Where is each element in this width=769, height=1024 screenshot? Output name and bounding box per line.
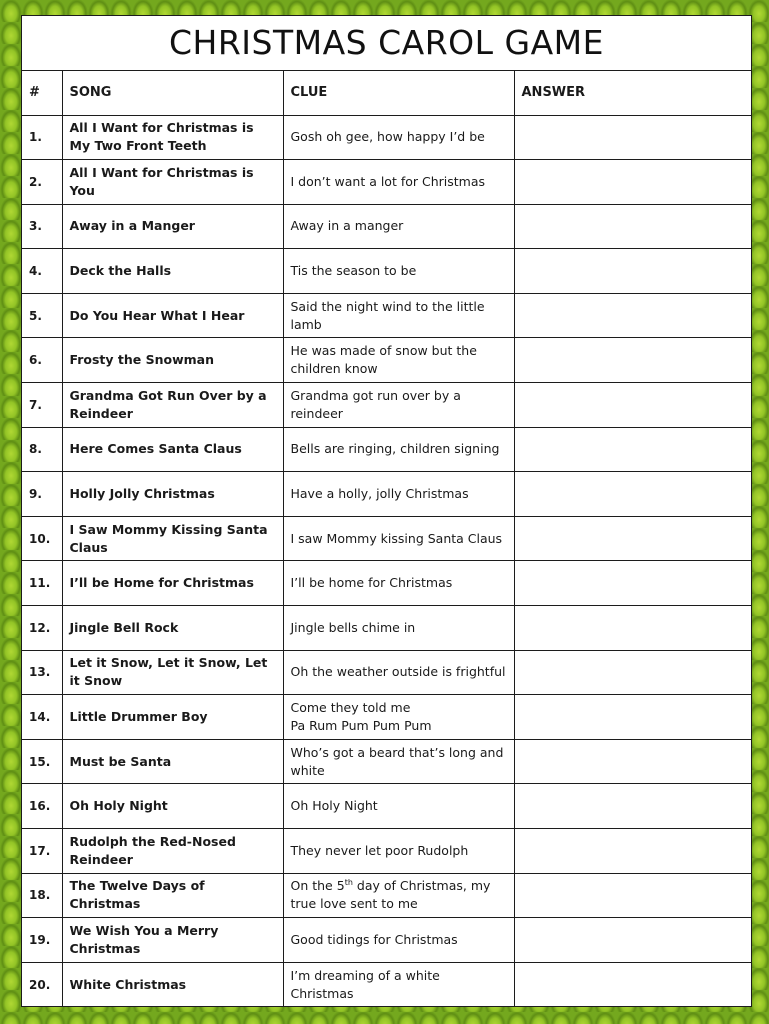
- clue-text: [283, 204, 514, 249]
- clue-text-main: I’m dreaming of a white Christmas: [290, 967, 440, 1001]
- row-number: 3.: [22, 204, 62, 249]
- row-number: 10.: [22, 516, 62, 561]
- row-number: 15.: [22, 739, 62, 784]
- song-title: I’ll be Home for Christmas: [62, 561, 283, 606]
- clue-text: [283, 650, 514, 695]
- table-body: [22, 115, 751, 1007]
- worksheet: [21, 15, 752, 1007]
- song-title: The Twelve Days of Christmas: [62, 873, 283, 918]
- clue-text: [283, 249, 514, 294]
- carol-table: [22, 71, 751, 1007]
- table-row: [22, 383, 751, 428]
- row-number: 8.: [22, 427, 62, 472]
- table-row: [22, 561, 751, 606]
- table-row: [22, 918, 751, 963]
- header-answer: ANSWER: [514, 71, 751, 115]
- clue-text-main: He was made of snow but the children know: [290, 343, 477, 377]
- song-title: Little Drummer Boy: [62, 695, 283, 740]
- clue-text-main: Away in a manger: [290, 218, 404, 234]
- page-title: CHRISTMAS CAROL GAME: [22, 16, 751, 71]
- song-title: White Christmas: [62, 962, 283, 1007]
- row-number: 5.: [22, 293, 62, 338]
- row-number: 20.: [22, 962, 62, 1007]
- song-title: All I Want for Christmas is My Two Front Teeth: [62, 115, 283, 160]
- clue-text-main: They never let poor Rudolph: [290, 842, 469, 858]
- row-number: 16.: [22, 784, 62, 829]
- clue-text-main: Tis the season to be: [290, 263, 417, 279]
- song-title: Grandma Got Run Over by a Reindeer: [62, 383, 283, 428]
- clue-text-main: I don’t want a lot for Christmas: [290, 173, 486, 189]
- header-row: [22, 71, 751, 115]
- table-row: [22, 472, 751, 517]
- table-row: [22, 338, 751, 383]
- answer-cell[interactable]: [514, 695, 751, 740]
- clue-text-main: Gosh oh gee, how happy I’d be: [290, 129, 485, 145]
- clue-text-main: I saw Mommy kissing Santa Claus: [290, 530, 503, 546]
- song-title: Frosty the Snowman: [62, 338, 283, 383]
- answer-cell[interactable]: [514, 918, 751, 963]
- table-row: [22, 516, 751, 561]
- clue-text-main: On the 5: [290, 878, 345, 894]
- clue-text-main: Who’s got a beard that’s long and white: [290, 744, 504, 778]
- row-number: 7.: [22, 383, 62, 428]
- table-row: [22, 873, 751, 918]
- row-number: 1.: [22, 115, 62, 160]
- clue-text: [283, 695, 514, 740]
- clue-text: [283, 472, 514, 517]
- clue-text: [283, 962, 514, 1007]
- clue-text: [283, 115, 514, 160]
- table-row: [22, 784, 751, 829]
- clue-text: [283, 784, 514, 829]
- clue-superscript: th: [344, 878, 353, 888]
- clue-text-main: Come they told me Pa Rum Pum Pum Pum: [290, 700, 432, 734]
- song-title: Here Comes Santa Claus: [62, 427, 283, 472]
- row-number: 6.: [22, 338, 62, 383]
- clue-text: [283, 293, 514, 338]
- clue-text-main: Said the night wind to the little lamb: [290, 298, 485, 332]
- table-row: [22, 427, 751, 472]
- clue-text: [283, 829, 514, 874]
- clue-text-main: Grandma got run over by a reindeer: [290, 387, 461, 421]
- table-row: [22, 606, 751, 651]
- header-song: SONG: [62, 71, 283, 115]
- clue-text: [283, 918, 514, 963]
- row-number: 19.: [22, 918, 62, 963]
- row-number: 13.: [22, 650, 62, 695]
- clue-text-main: Bells are ringing, children signing: [290, 441, 500, 457]
- song-title: Oh Holy Night: [62, 784, 283, 829]
- song-title: Jingle Bell Rock: [62, 606, 283, 651]
- answer-cell[interactable]: [514, 739, 751, 784]
- answer-cell[interactable]: [514, 784, 751, 829]
- answer-cell[interactable]: [514, 160, 751, 205]
- song-title: Holly Jolly Christmas: [62, 472, 283, 517]
- clue-text: [283, 516, 514, 561]
- answer-cell[interactable]: [514, 472, 751, 517]
- clue-text-rest: day of Christmas, my true love sent to me: [290, 878, 491, 912]
- table-row: [22, 962, 751, 1007]
- row-number: 11.: [22, 561, 62, 606]
- answer-cell[interactable]: [514, 516, 751, 561]
- answer-cell[interactable]: [514, 204, 751, 249]
- answer-cell[interactable]: [514, 338, 751, 383]
- row-number: 2.: [22, 160, 62, 205]
- clue-text-main: Jingle bells chime in: [290, 619, 416, 635]
- song-title: Away in a Manger: [62, 204, 283, 249]
- song-title: Do You Hear What I Hear: [62, 293, 283, 338]
- header-clue: CLUE: [283, 71, 514, 115]
- header-number: #: [22, 71, 62, 115]
- answer-cell[interactable]: [514, 873, 751, 918]
- answer-cell[interactable]: [514, 962, 751, 1007]
- clue-text: [283, 427, 514, 472]
- answer-cell[interactable]: [514, 650, 751, 695]
- table-row: [22, 739, 751, 784]
- answer-cell[interactable]: [514, 427, 751, 472]
- row-number: 18.: [22, 873, 62, 918]
- clue-text: [283, 383, 514, 428]
- answer-cell[interactable]: [514, 293, 751, 338]
- table-row: [22, 249, 751, 294]
- answer-cell[interactable]: [514, 606, 751, 651]
- song-title: We Wish You a Merry Christmas: [62, 918, 283, 963]
- clue-text: [283, 338, 514, 383]
- clue-text: [283, 739, 514, 784]
- table-row: [22, 204, 751, 249]
- clue-text-main: Oh Holy Night: [290, 798, 378, 814]
- table-row: [22, 293, 751, 338]
- clue-text: [283, 561, 514, 606]
- row-number: 4.: [22, 249, 62, 294]
- answer-cell[interactable]: [514, 249, 751, 294]
- answer-cell[interactable]: [514, 383, 751, 428]
- table-row: [22, 650, 751, 695]
- song-title: Let it Snow, Let it Snow, Let it Snow: [62, 650, 283, 695]
- clue-text: [283, 606, 514, 651]
- table-row: [22, 829, 751, 874]
- clue-text-main: Oh the weather outside is frightful: [290, 664, 506, 680]
- song-title: Rudolph the Red-Nosed Reindeer: [62, 829, 283, 874]
- answer-cell[interactable]: [514, 115, 751, 160]
- table-row: [22, 695, 751, 740]
- answer-cell[interactable]: [514, 829, 751, 874]
- clue-text-main: Good tidings for Christmas: [290, 931, 458, 947]
- row-number: 14.: [22, 695, 62, 740]
- table-row: [22, 160, 751, 205]
- clue-text-main: Have a holly, jolly Christmas: [290, 486, 469, 502]
- clue-text: [283, 160, 514, 205]
- table-row: [22, 115, 751, 160]
- row-number: 9.: [22, 472, 62, 517]
- song-title: All I Want for Christmas is You: [62, 160, 283, 205]
- answer-cell[interactable]: [514, 561, 751, 606]
- song-title: Deck the Halls: [62, 249, 283, 294]
- clue-text-main: I’ll be home for Christmas: [290, 575, 453, 591]
- clue-text: [283, 873, 514, 918]
- row-number: 17.: [22, 829, 62, 874]
- row-number: 12.: [22, 606, 62, 651]
- song-title: I Saw Mommy Kissing Santa Claus: [62, 516, 283, 561]
- song-title: Must be Santa: [62, 739, 283, 784]
